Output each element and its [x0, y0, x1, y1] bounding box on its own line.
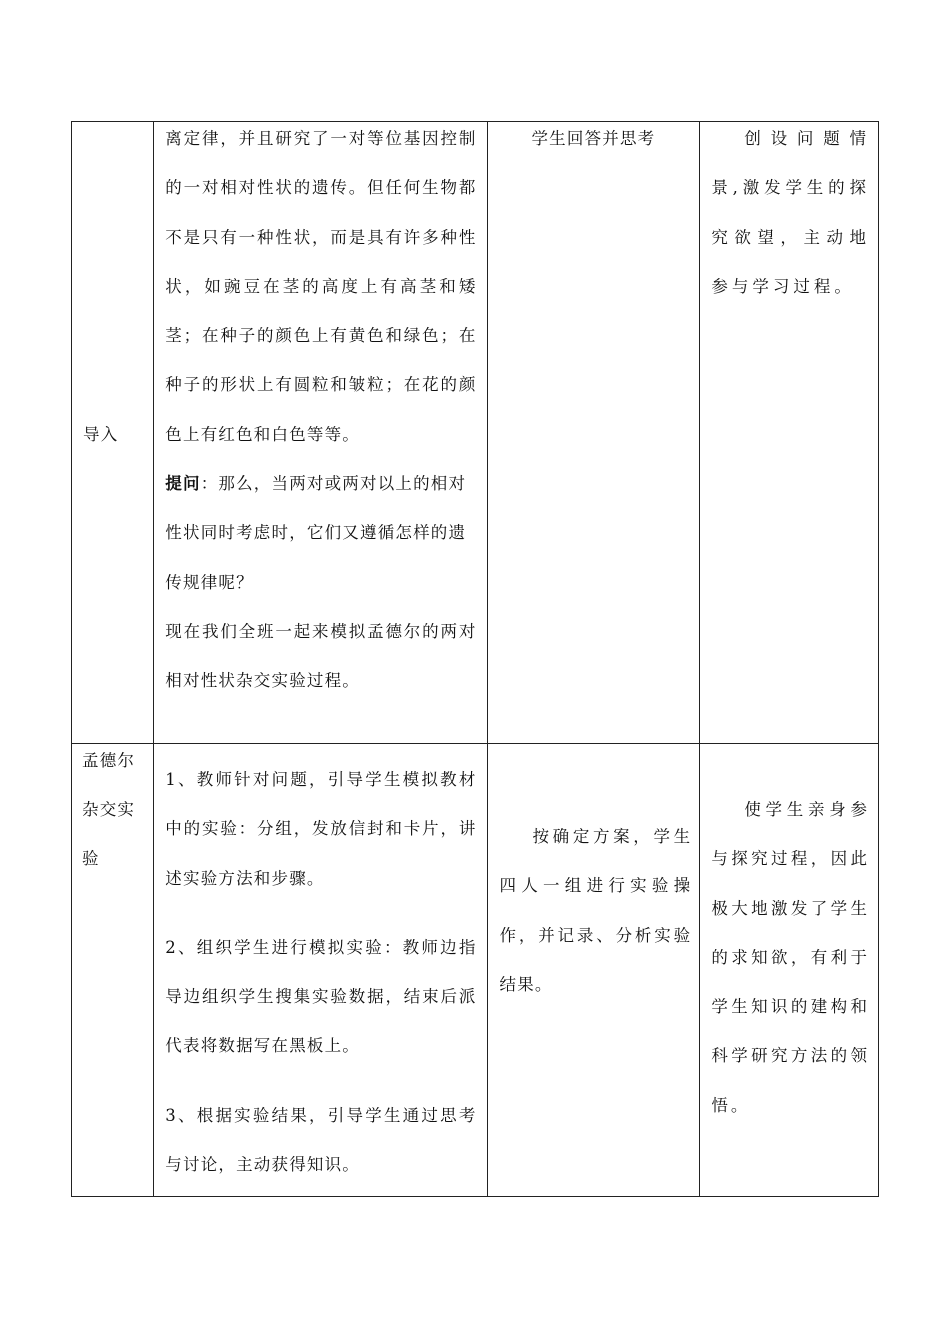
- stage-label: 孟德尔杂交实验: [82, 751, 136, 868]
- stage-cell: [72, 122, 154, 744]
- table-row: [72, 122, 879, 744]
- teacher-closing: 现在我们全班一起来模拟孟德尔的两对相对性状杂交实验过程。: [165, 621, 477, 691]
- teacher-paragraph: 离定律，并且研究了一对等位基因控制的一对相对性状的遗传。但任何生物都不是只有一种性状，而是具有许多种性状，如豌豆在茎的高度上有高茎和矮茎；在种子的颜色上有黄色和绿色；在种子的形状上有圆粒和皱粒；在花的颜色上有红色和白色等等。: [165, 129, 477, 444]
- student-activity-text: 按确定方案，学生四人一组进行实验操作，并记录、分析实验结果。: [499, 827, 692, 994]
- design-intent-cell: [700, 122, 879, 744]
- table-row: [72, 744, 879, 1197]
- teacher-step: 3、根据实验结果，引导学生通过思考与讨论，主动获得知识。: [165, 1105, 477, 1175]
- question-text: ：那么，当两对或两对以上的相对性状同时考虑时，它们又遵循怎样的遗传规律呢？: [165, 474, 467, 592]
- teacher-activity-cell: [154, 744, 487, 1197]
- teacher-activity-cell: [154, 122, 487, 744]
- stage-label: 导入: [83, 424, 119, 444]
- stage-cell: [72, 744, 154, 1197]
- student-activity-text: 学生回答并思考: [531, 129, 656, 148]
- question-label: 提问: [165, 474, 201, 494]
- teacher-step: 1、教师针对问题，引导学生模拟教材中的实验：分组，发放信封和卡片，讲述实验方法和步骤。: [165, 770, 477, 888]
- student-activity-cell: [487, 744, 700, 1197]
- design-intent-text: 使学生亲身参与探究过程，因此极大地激发了学生的求知欲，有利于学生知识的建构和科学研究方法的领悟。: [711, 800, 870, 1115]
- design-intent-cell: [700, 744, 879, 1197]
- student-activity-cell: [487, 122, 700, 744]
- design-intent-text: 创设问题情景,激发学生的探究欲望，主动地参与学习过程。: [711, 129, 870, 296]
- lesson-plan-table: [71, 121, 879, 1197]
- teacher-step: 2、组织学生进行模拟实验：教师边指导边组织学生搜集实验数据，结束后派代表将数据写在黑板上。: [165, 937, 477, 1056]
- teacher-question: [165, 459, 476, 607]
